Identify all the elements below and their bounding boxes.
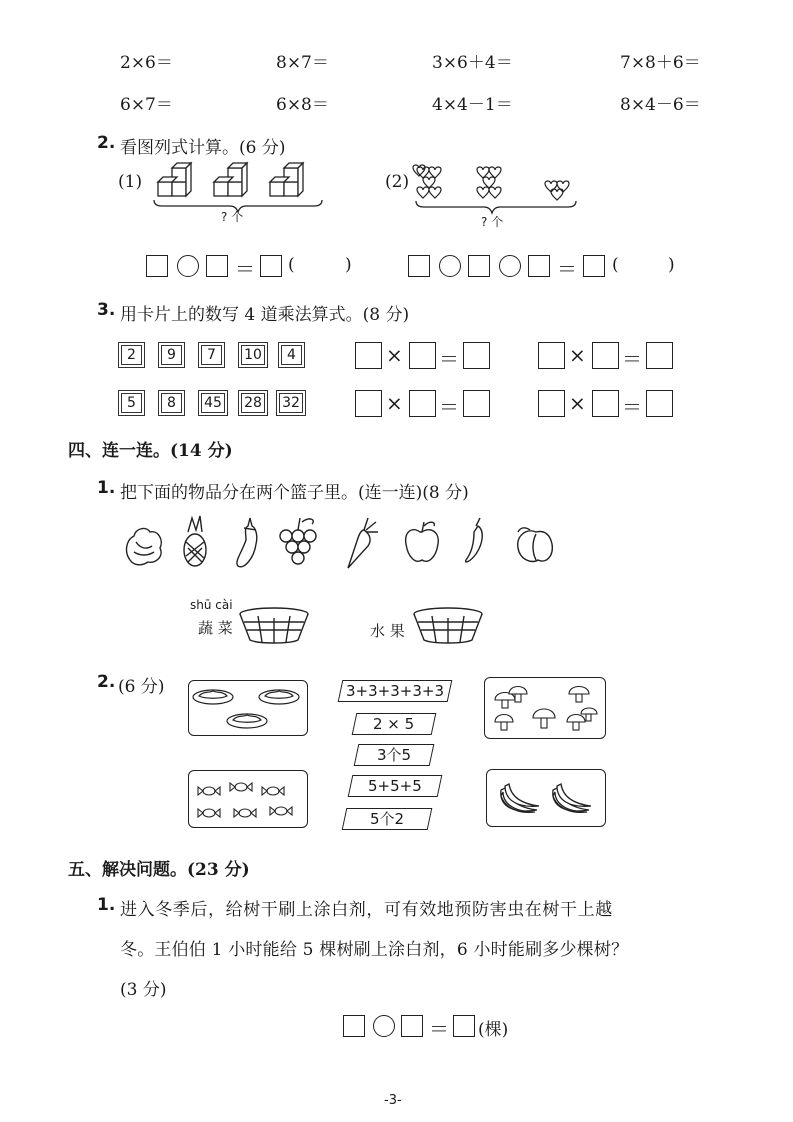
answer-box[interactable]	[409, 342, 436, 369]
picture-box-candies[interactable]	[188, 770, 308, 828]
expression-strip[interactable]: 3个5	[354, 744, 435, 766]
answer-box[interactable]	[343, 1015, 365, 1037]
q2-part2-label: (2)	[385, 172, 410, 192]
answer-box[interactable]	[538, 390, 565, 417]
q2-part1-label: (1)	[118, 172, 143, 192]
calc-2-2: 6×8＝	[276, 95, 329, 115]
number-card: 45	[198, 390, 228, 416]
q2-part1-question: ? 个	[221, 210, 244, 224]
basket1-pinyin: shū cài	[190, 598, 233, 612]
times-sign: ×	[569, 391, 586, 415]
expression-strip[interactable]: 2 × 5	[352, 713, 437, 735]
produce-items-row[interactable]	[120, 512, 560, 572]
expression-strip[interactable]: 5个2	[342, 808, 433, 830]
operator-circle[interactable]	[499, 255, 521, 277]
answer-box[interactable]	[646, 390, 673, 417]
grapes-icon	[280, 518, 316, 564]
expression-strip[interactable]: 3+3+3+3+3	[338, 680, 453, 702]
equals-sign: ＝	[235, 257, 255, 281]
vegetable-basket-icon[interactable]	[238, 606, 310, 646]
q3-title: 用卡片上的数写 4 道乘法算式。(8 分)	[120, 305, 410, 325]
bananas-icon	[487, 770, 605, 826]
expression-strip[interactable]: 5+5+5	[348, 775, 443, 797]
equals-sign: ＝	[429, 1017, 449, 1041]
answer-box[interactable]	[355, 390, 382, 417]
number-card: 28	[238, 390, 268, 416]
answer-box[interactable]	[538, 342, 565, 369]
page-number: -3-	[384, 1093, 402, 1108]
number-card: 8	[158, 390, 185, 416]
fruit-basket-icon[interactable]	[412, 606, 484, 646]
answer-box[interactable]	[401, 1015, 423, 1037]
calc-2-4: 8×4－6＝	[620, 95, 701, 115]
plates-of-food-icon	[189, 681, 307, 735]
number-card: 9	[158, 342, 185, 368]
answer-box[interactable]	[463, 342, 490, 369]
equals-sign: ＝	[622, 395, 642, 419]
operator-circle[interactable]	[373, 1015, 395, 1037]
number-card: 32	[276, 390, 306, 416]
times-sign: ×	[386, 391, 403, 415]
s4-q2-title: (6 分)	[118, 677, 165, 697]
answer-box[interactable]	[260, 255, 282, 277]
calc-1-4: 7×8＋6＝	[620, 53, 701, 73]
paren-close: )	[345, 255, 352, 275]
basket1-label: 蔬 菜	[198, 619, 233, 637]
answer-box[interactable]	[592, 390, 619, 417]
times-sign: ×	[569, 343, 586, 367]
answer-box[interactable]	[206, 255, 228, 277]
q2-part2-question: ? 个	[481, 215, 504, 229]
pineapple-icon	[184, 516, 206, 566]
answer-box[interactable]	[463, 390, 490, 417]
mushrooms-icon	[485, 678, 605, 738]
carrot-icon	[348, 518, 378, 568]
picture-box-bananas[interactable]	[486, 769, 606, 827]
s5-q1-line3: (3 分)	[120, 980, 167, 1000]
answer-box[interactable]	[646, 342, 673, 369]
paren-close: )	[668, 255, 675, 275]
operator-circle[interactable]	[177, 255, 199, 277]
paren-open: (	[612, 255, 619, 275]
picture-box-plates[interactable]	[188, 680, 308, 736]
picture-box-mushrooms[interactable]	[484, 677, 606, 739]
calc-2-3: 4×4－1＝	[432, 95, 513, 115]
calc-1-2: 8×7＝	[276, 53, 329, 73]
unit-label: (棵)	[478, 1020, 509, 1040]
answer-box[interactable]	[528, 255, 550, 277]
basket2-label: 水 果	[370, 622, 405, 640]
answer-box[interactable]	[468, 255, 490, 277]
cabbage-icon	[127, 529, 162, 565]
calc-2-1: 6×7＝	[120, 95, 173, 115]
answer-box[interactable]	[409, 390, 436, 417]
s4-q1-number: 1.	[97, 478, 116, 498]
number-card: 2	[118, 342, 145, 368]
number-card: 7	[198, 342, 225, 368]
answer-box[interactable]	[146, 255, 168, 277]
number-card: 10	[238, 342, 268, 368]
eggplant-icon	[237, 518, 257, 567]
operator-circle[interactable]	[439, 255, 461, 277]
times-sign: ×	[386, 343, 403, 367]
answer-box[interactable]	[592, 342, 619, 369]
equals-sign: ＝	[439, 347, 459, 371]
paren-open: (	[288, 255, 295, 275]
candies-icon	[189, 771, 307, 827]
answer-box[interactable]	[583, 255, 605, 277]
q2-title: 看图列式计算。(6 分)	[120, 138, 286, 158]
s5-q1-line2: 冬。王伯伯 1 小时能给 5 棵树刷上涂白剂，6 小时能刷多少棵树？	[120, 940, 629, 960]
answer-box[interactable]	[355, 342, 382, 369]
number-card: 5	[118, 390, 145, 416]
peach-icon	[518, 528, 553, 562]
equals-sign: ＝	[557, 257, 577, 281]
s5-q1-number: 1.	[97, 895, 116, 915]
answer-box[interactable]	[408, 255, 430, 277]
section5-title: 五、解决问题。(23 分)	[68, 860, 250, 880]
s4-q2-number: 2.	[97, 672, 116, 692]
section4-title: 四、连一连。(14 分)	[68, 441, 233, 461]
chili-pepper-icon	[466, 518, 483, 562]
calc-1-1: 2×6＝	[120, 53, 173, 73]
number-card: 4	[278, 342, 305, 368]
s4-q1-title: 把下面的物品分在两个篮子里。(连一连)(8 分)	[120, 483, 469, 503]
s5-q1-line1: 进入冬季后，给树干刷上涂白剂，可有效地预防害虫在树干上越	[120, 900, 613, 920]
answer-box[interactable]	[453, 1015, 475, 1037]
q3-number: 3.	[97, 300, 116, 320]
calc-1-3: 3×6＋4＝	[432, 53, 513, 73]
q2-number: 2.	[97, 133, 116, 153]
equals-sign: ＝	[622, 347, 642, 371]
equals-sign: ＝	[439, 395, 459, 419]
apple-icon	[406, 522, 439, 561]
